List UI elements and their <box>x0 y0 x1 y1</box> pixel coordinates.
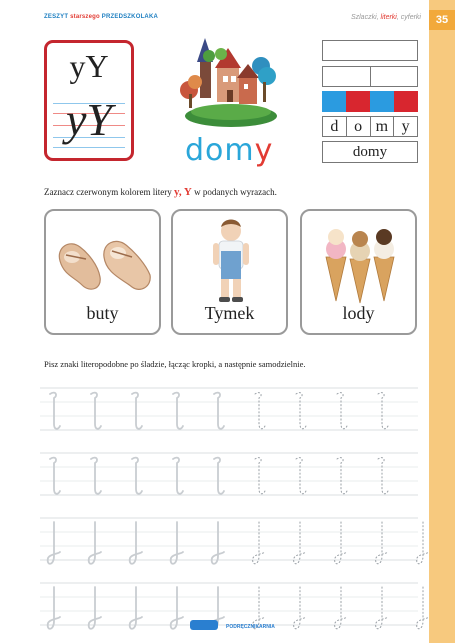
trace-glyph[interactable] <box>132 458 142 494</box>
sound-cell <box>370 91 394 112</box>
trace-glyph[interactable] <box>417 587 429 629</box>
trace-glyph[interactable] <box>294 522 306 564</box>
trace-glyph[interactable] <box>132 393 142 429</box>
trace-glyph[interactable] <box>50 393 60 429</box>
trace-glyph[interactable] <box>214 393 224 429</box>
scheme-blank-row <box>322 40 418 61</box>
houses-illustration <box>175 36 285 128</box>
trace-glyph[interactable] <box>171 587 183 629</box>
trace-glyph[interactable] <box>294 587 306 629</box>
card-caption: buty <box>86 303 119 323</box>
printed-letters: yY <box>69 48 109 84</box>
svg-text:PODRĘCZNIKARNIA: PODRĘCZNIKARNIA <box>226 624 275 630</box>
picture-card-buty[interactable] <box>44 209 161 335</box>
scheme-letter: d <box>330 118 339 135</box>
trace-glyph[interactable] <box>253 522 265 564</box>
trace-glyph[interactable] <box>89 587 101 629</box>
scheme-word: domy <box>322 141 418 163</box>
section-subtitle: Szlaczki, literki, cyferki <box>350 14 421 21</box>
card-caption: lody <box>342 303 375 323</box>
scheme-letter-row <box>322 116 418 137</box>
publisher-logo <box>190 617 275 633</box>
boy-image <box>173 217 290 307</box>
script-letters: yY <box>66 94 112 145</box>
trace-glyph[interactable] <box>171 522 183 564</box>
picture-card-lody[interactable] <box>300 209 417 335</box>
ice-cream-image <box>302 217 419 307</box>
trace-glyph[interactable] <box>89 522 101 564</box>
trace-glyph[interactable] <box>376 587 388 629</box>
trace-glyph[interactable] <box>214 458 224 494</box>
trace-glyph[interactable] <box>337 393 347 429</box>
trace-glyph[interactable] <box>378 458 388 494</box>
task2-instruction: Pisz znaki literopodobne po śladzie, łącząc kropki, a następnie samodzielnie. <box>44 359 306 369</box>
picture-card-tymek[interactable] <box>171 209 288 335</box>
scheme-syllable-row <box>322 66 418 87</box>
trace-glyph[interactable] <box>91 458 101 494</box>
scheme-letter: o <box>346 117 370 136</box>
trace-glyph[interactable] <box>130 587 142 629</box>
trace-glyph[interactable] <box>337 458 347 494</box>
sound-cell <box>394 91 418 112</box>
letter-card <box>44 40 134 161</box>
tracing-exercise[interactable] <box>40 378 420 638</box>
task1-instruction: Zaznacz czerwonym kolorem litery y, Y w podanych wyrazach. <box>44 186 277 198</box>
scheme-letter: y <box>393 117 417 136</box>
trace-glyph[interactable] <box>130 522 142 564</box>
trace-glyph[interactable] <box>335 522 347 564</box>
shoes-image <box>46 217 163 307</box>
sound-cell <box>322 91 346 112</box>
picture-word: domy <box>185 133 274 168</box>
trace-glyph[interactable] <box>50 458 60 494</box>
scheme-sound-row <box>322 91 418 112</box>
card-caption: Tymek <box>204 303 255 323</box>
page-number: 35 <box>429 10 455 30</box>
trace-glyph[interactable] <box>378 393 388 429</box>
trace-glyph[interactable] <box>173 458 183 494</box>
trace-glyph[interactable] <box>417 522 429 564</box>
sound-cell <box>346 91 370 112</box>
trace-glyph[interactable] <box>91 393 101 429</box>
trace-glyph[interactable] <box>376 522 388 564</box>
trace-glyph[interactable] <box>255 393 265 429</box>
trace-glyph[interactable] <box>255 458 265 494</box>
trace-glyph[interactable] <box>173 393 183 429</box>
series-title: ZESZYT starszego PRZEDSZKOLAKA <box>44 14 159 20</box>
guide-line <box>53 147 125 148</box>
trace-glyph[interactable] <box>48 522 60 564</box>
trace-glyph[interactable] <box>212 522 224 564</box>
trace-glyph[interactable] <box>296 393 306 429</box>
trace-glyph[interactable] <box>48 587 60 629</box>
trace-glyph[interactable] <box>296 458 306 494</box>
scheme-letter: m <box>370 117 394 136</box>
page-side-band <box>429 0 455 643</box>
trace-glyph[interactable] <box>335 587 347 629</box>
